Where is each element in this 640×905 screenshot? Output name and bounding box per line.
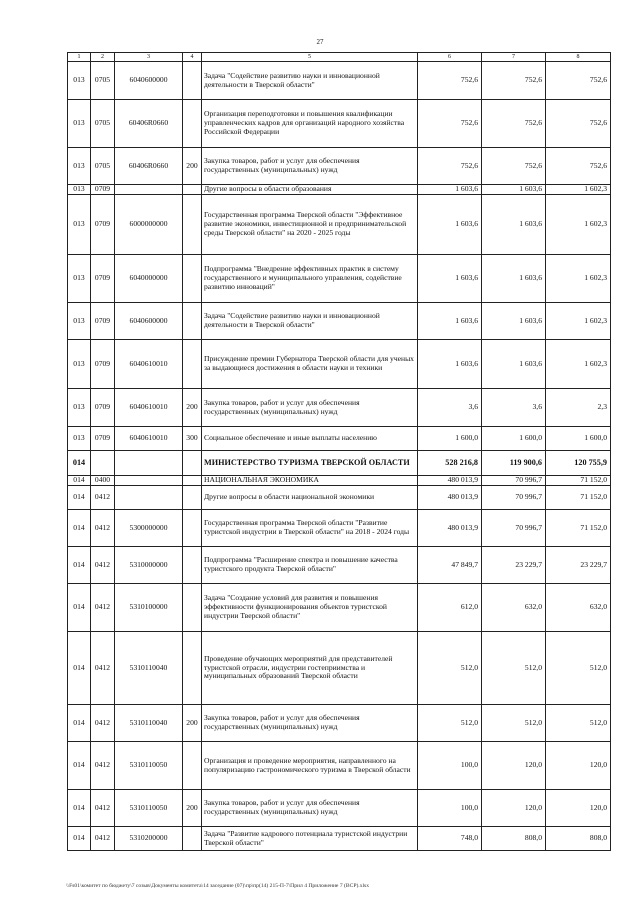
- expense-type-cell: [183, 632, 202, 705]
- ministry-code-cell: 013: [68, 255, 91, 303]
- header-cell: 8: [546, 53, 611, 62]
- amount-col7-cell: 70 996,7: [482, 510, 546, 547]
- description-cell: Закупка товаров, работ и услуг для обеспечения государственных (муниципальных) нужд: [202, 790, 418, 827]
- target-article-cell: 5310110050: [115, 742, 183, 790]
- section-code-cell: 0412: [91, 547, 115, 584]
- ministry-code-cell: 014: [68, 510, 91, 547]
- amount-col6-cell: 512,0: [418, 632, 482, 705]
- ministry-code-cell: 013: [68, 340, 91, 389]
- amount-col6-cell: 512,0: [418, 705, 482, 742]
- amount-col6-cell: 480 013,9: [418, 486, 482, 510]
- amount-col6-cell: 480 013,9: [418, 476, 482, 486]
- amount-col6-cell: 3,6: [418, 389, 482, 427]
- section-code-cell: 0412: [91, 705, 115, 742]
- amount-col8-cell: 71 152,0: [546, 510, 611, 547]
- expense-type-cell: [183, 451, 202, 476]
- header-cell: 3: [115, 53, 183, 62]
- expense-type-cell: 200: [183, 389, 202, 427]
- section-code-cell: 0709: [91, 427, 115, 451]
- ministry-code-cell: 014: [68, 742, 91, 790]
- section-code-cell: 0412: [91, 486, 115, 510]
- section-code-cell: 0412: [91, 510, 115, 547]
- target-article-cell: 6040000000: [115, 255, 183, 303]
- description-cell: Задача "Развитие кадрового потенциала туристской индустрии Тверской области": [202, 827, 418, 851]
- section-code-cell: 0400: [91, 476, 115, 486]
- amount-col8-cell: 1 602,3: [546, 303, 611, 340]
- amount-col8-cell: 1 602,3: [546, 255, 611, 303]
- section-code-cell: 0705: [91, 148, 115, 185]
- target-article-cell: 5310110040: [115, 632, 183, 705]
- description-cell: НАЦИОНАЛЬНАЯ ЭКОНОМИКА: [202, 476, 418, 486]
- description-cell: Присуждение премии Губернатора Тверской области для ученых за выдающиеся достижения в области науки и техники: [202, 340, 418, 389]
- amount-col8-cell: 1 602,3: [546, 195, 611, 255]
- amount-col7-cell: 3,6: [482, 389, 546, 427]
- ministry-code-cell: 014: [68, 547, 91, 584]
- section-code-cell: 0412: [91, 790, 115, 827]
- amount-col7-cell: 119 900,6: [482, 451, 546, 476]
- amount-col8-cell: 1 602,3: [546, 185, 611, 195]
- amount-col7-cell: 752,6: [482, 148, 546, 185]
- description-cell: Задача "Содействие развитию науки и инновационной деятельности в Тверской области": [202, 62, 418, 100]
- expense-type-cell: 300: [183, 427, 202, 451]
- amount-col6-cell: 480 013,9: [418, 510, 482, 547]
- table-row: [68, 547, 611, 584]
- amount-col8-cell: 1 600,0: [546, 427, 611, 451]
- target-article-cell: 6000000000: [115, 195, 183, 255]
- description-cell: Социальное обеспечение и иные выплаты населению: [202, 427, 418, 451]
- amount-col6-cell: 752,6: [418, 148, 482, 185]
- description-cell: Государственная программа Тверской области "Эффективное развитие экономики, инвестиционной и предпринимательской среды Тверской области" на 2020 - 2025 годы: [202, 195, 418, 255]
- description-cell: Другие вопросы в области образования: [202, 185, 418, 195]
- amount-col6-cell: 1 600,0: [418, 427, 482, 451]
- section-code-cell: 0412: [91, 827, 115, 851]
- amount-col6-cell: 612,0: [418, 584, 482, 632]
- ministry-code-cell: 014: [68, 790, 91, 827]
- section-code-cell: 0709: [91, 340, 115, 389]
- section-code-cell: 0709: [91, 195, 115, 255]
- amount-col7-cell: 808,0: [482, 827, 546, 851]
- target-article-cell: 6040600000: [115, 62, 183, 100]
- amount-col6-cell: 1 603,6: [418, 340, 482, 389]
- description-cell: Государственная программа Тверской области "Развитие туристской индустрии в Тверской области" на 2018 - 2024 годы: [202, 510, 418, 547]
- expense-type-cell: 200: [183, 148, 202, 185]
- amount-col6-cell: 528 216,8: [418, 451, 482, 476]
- expense-type-cell: [183, 827, 202, 851]
- ministry-code-cell: 013: [68, 100, 91, 148]
- ministry-code-cell: 013: [68, 62, 91, 100]
- ministry-code-cell: 014: [68, 705, 91, 742]
- amount-col8-cell: 71 152,0: [546, 486, 611, 510]
- amount-col7-cell: 752,6: [482, 62, 546, 100]
- section-code-cell: 0705: [91, 100, 115, 148]
- target-article-cell: 60406R0660: [115, 100, 183, 148]
- section-code-cell: 0705: [91, 62, 115, 100]
- section-code-cell: 0709: [91, 255, 115, 303]
- ministry-code-cell: 013: [68, 148, 91, 185]
- header-cell: 6: [418, 53, 482, 62]
- amount-col8-cell: 71 152,0: [546, 476, 611, 486]
- amount-col7-cell: 1 603,6: [482, 303, 546, 340]
- section-code-cell: 0412: [91, 584, 115, 632]
- section-code-cell: 0709: [91, 303, 115, 340]
- expense-type-cell: [183, 303, 202, 340]
- section-code-cell: [91, 451, 115, 476]
- table-row: [68, 62, 611, 100]
- target-article-cell: 6040610010: [115, 389, 183, 427]
- target-article-cell: 5310110050: [115, 790, 183, 827]
- description-cell: Проведение обучающих мероприятий для представителей туристской отрасли, индустрии гостеприимства и муниципальных образований Тверской области: [202, 632, 418, 705]
- expense-type-cell: [183, 62, 202, 100]
- amount-col8-cell: 120 755,9: [546, 451, 611, 476]
- amount-col7-cell: 70 996,7: [482, 476, 546, 486]
- target-article-cell: 5310100000: [115, 584, 183, 632]
- amount-col7-cell: 70 996,7: [482, 486, 546, 510]
- file-path-footer: \\Fs01\комитет по бюджету\7 созыв\Документы комитета\14 заседание (07)\пр\пр(14) 215-П-7\Прил 4 Приложение 7 (ВСР).xlsx: [66, 883, 370, 889]
- description-cell: Задача "Содействие развитию науки и инновационной деятельности в Тверской области": [202, 303, 418, 340]
- expense-type-cell: [183, 476, 202, 486]
- expense-type-cell: [183, 100, 202, 148]
- description-cell: Закупка товаров, работ и услуг для обеспечения государственных (муниципальных) нужд: [202, 389, 418, 427]
- amount-col7-cell: 1 603,6: [482, 340, 546, 389]
- amount-col8-cell: 752,6: [546, 148, 611, 185]
- target-article-cell: [115, 185, 183, 195]
- amount-col7-cell: 1 603,6: [482, 185, 546, 195]
- ministry-code-cell: 014: [68, 476, 91, 486]
- amount-col8-cell: 2,3: [546, 389, 611, 427]
- ministry-code-cell: 014: [68, 584, 91, 632]
- amount-col7-cell: 1 600,0: [482, 427, 546, 451]
- table-row: [68, 427, 611, 451]
- description-cell: Задача "Создание условий для развития и повышения эффективности функционирования объектов туристской индустрии Тверской области": [202, 584, 418, 632]
- amount-col8-cell: 23 229,7: [546, 547, 611, 584]
- section-code-cell: 0412: [91, 742, 115, 790]
- amount-col8-cell: 512,0: [546, 705, 611, 742]
- expense-type-cell: [183, 742, 202, 790]
- ministry-code-cell: 014: [68, 827, 91, 851]
- amount-col8-cell: 752,6: [546, 100, 611, 148]
- budget-table: [67, 52, 611, 851]
- target-article-cell: [115, 486, 183, 510]
- description-cell: Закупка товаров, работ и услуг для обеспечения государственных (муниципальных) нужд: [202, 705, 418, 742]
- table-row: [68, 451, 611, 476]
- table-row: [68, 100, 611, 148]
- description-cell: Организация и проведение мероприятия, направленного на популяризацию гастрономического туризма в Тверской области: [202, 742, 418, 790]
- table-row: [68, 790, 611, 827]
- table-row: [68, 195, 611, 255]
- section-code-cell: 0709: [91, 389, 115, 427]
- page-number: 27: [316, 38, 324, 46]
- description-cell: Организация переподготовки и повышения квалификации управленческих кадров для организаций народного хозяйства Российской Федерации: [202, 100, 418, 148]
- header-cell: 4: [183, 53, 202, 62]
- ministry-code-cell: 013: [68, 303, 91, 340]
- target-article-cell: [115, 476, 183, 486]
- target-article-cell: 60406R0660: [115, 148, 183, 185]
- target-article-cell: 5310110040: [115, 705, 183, 742]
- table-row: [68, 476, 611, 486]
- amount-col7-cell: 752,6: [482, 100, 546, 148]
- header-cell: 7: [482, 53, 546, 62]
- table-row: [68, 742, 611, 790]
- amount-col8-cell: 808,0: [546, 827, 611, 851]
- ministry-code-cell: 014: [68, 451, 91, 476]
- expense-type-cell: [183, 486, 202, 510]
- table-row: [68, 486, 611, 510]
- amount-col6-cell: 1 603,6: [418, 195, 482, 255]
- description-cell: Закупка товаров, работ и услуг для обеспечения государственных (муниципальных) нужд: [202, 148, 418, 185]
- amount-col8-cell: 120,0: [546, 742, 611, 790]
- amount-col6-cell: 752,6: [418, 100, 482, 148]
- ministry-code-cell: 014: [68, 632, 91, 705]
- amount-col7-cell: 512,0: [482, 705, 546, 742]
- target-article-cell: [115, 451, 183, 476]
- amount-col7-cell: 1 603,6: [482, 195, 546, 255]
- amount-col6-cell: 752,6: [418, 62, 482, 100]
- expense-type-cell: [183, 185, 202, 195]
- ministry-code-cell: 013: [68, 427, 91, 451]
- table-row: [68, 389, 611, 427]
- target-article-cell: 6040610010: [115, 427, 183, 451]
- amount-col6-cell: 1 603,6: [418, 303, 482, 340]
- table-row: [68, 303, 611, 340]
- ministry-code-cell: 013: [68, 185, 91, 195]
- table-row: [68, 510, 611, 547]
- amount-col8-cell: 632,0: [546, 584, 611, 632]
- table-row: [68, 255, 611, 303]
- amount-col6-cell: 748,0: [418, 827, 482, 851]
- expense-type-cell: 200: [183, 790, 202, 827]
- amount-col7-cell: 120,0: [482, 790, 546, 827]
- amount-col6-cell: 100,0: [418, 790, 482, 827]
- header-cell: 2: [91, 53, 115, 62]
- amount-col6-cell: 47 849,7: [418, 547, 482, 584]
- description-cell: МИНИСТЕРСТВО ТУРИЗМА ТВЕРСКОЙ ОБЛАСТИ: [202, 451, 418, 476]
- ministry-code-cell: 013: [68, 195, 91, 255]
- amount-col6-cell: 100,0: [418, 742, 482, 790]
- header-cell: 5: [202, 53, 418, 62]
- target-article-cell: 6040610010: [115, 340, 183, 389]
- section-code-cell: 0709: [91, 185, 115, 195]
- description-cell: Подпрограмма "Расширение спектра и повышение качества туристского продукта Тверской области": [202, 547, 418, 584]
- amount-col7-cell: 512,0: [482, 632, 546, 705]
- table-row: [68, 705, 611, 742]
- header-cell: 1: [68, 53, 91, 62]
- description-cell: Подпрограмма "Внедрение эффективных практик в систему государственного и муниципального управления, содействие развитию инноваций": [202, 255, 418, 303]
- target-article-cell: 6040600000: [115, 303, 183, 340]
- target-article-cell: 5300000000: [115, 510, 183, 547]
- expense-type-cell: [183, 340, 202, 389]
- amount-col7-cell: 632,0: [482, 584, 546, 632]
- table-row: [68, 340, 611, 389]
- amount-col6-cell: 1 603,6: [418, 185, 482, 195]
- amount-col8-cell: 752,6: [546, 62, 611, 100]
- expense-type-cell: [183, 547, 202, 584]
- amount-col8-cell: 1 602,3: [546, 340, 611, 389]
- table-row: [68, 185, 611, 195]
- expense-type-cell: [183, 510, 202, 547]
- table-row: [68, 584, 611, 632]
- amount-col6-cell: 1 603,6: [418, 255, 482, 303]
- amount-col7-cell: 23 229,7: [482, 547, 546, 584]
- expense-type-cell: 200: [183, 705, 202, 742]
- description-cell: Другие вопросы в области национальной экономики: [202, 486, 418, 510]
- ministry-code-cell: 013: [68, 389, 91, 427]
- expense-type-cell: [183, 255, 202, 303]
- target-article-cell: 5310000000: [115, 547, 183, 584]
- table-row: [68, 148, 611, 185]
- amount-col7-cell: 120,0: [482, 742, 546, 790]
- target-article-cell: 5310200000: [115, 827, 183, 851]
- expense-type-cell: [183, 584, 202, 632]
- amount-col8-cell: 512,0: [546, 632, 611, 705]
- amount-col7-cell: 1 603,6: [482, 255, 546, 303]
- section-code-cell: 0412: [91, 632, 115, 705]
- table-row: [68, 632, 611, 705]
- expense-type-cell: [183, 195, 202, 255]
- ministry-code-cell: 014: [68, 486, 91, 510]
- header-row: [68, 53, 611, 62]
- table-row: [68, 827, 611, 851]
- amount-col8-cell: 120,0: [546, 790, 611, 827]
